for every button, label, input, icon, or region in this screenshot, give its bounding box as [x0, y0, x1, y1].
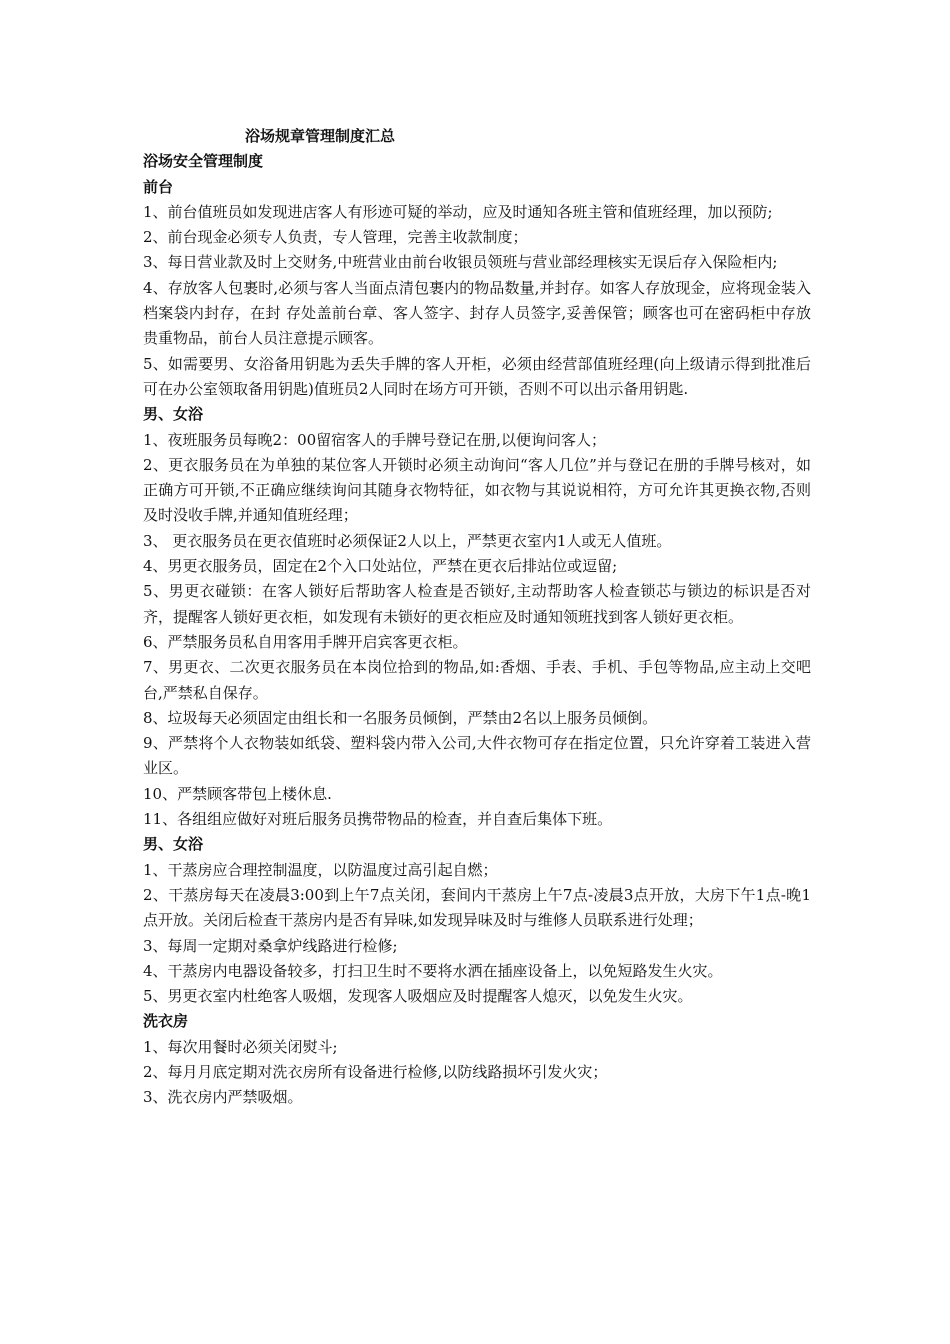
list-item: 7、男更衣、二次更衣服务员在本岗位拾到的物品,如:香烟、手表、手机、手包等物品,应主动上交吧台,严禁私自保存。: [143, 658, 811, 702]
list-item: 1、夜班服务员每晚2：00留宿客人的手牌号登记在册,以便询问客人；: [143, 430, 606, 449]
section-title: 浴场安全管理制度: [143, 152, 264, 171]
section-laundry: [143, 1009, 811, 1110]
section-bath-2: [143, 832, 811, 1009]
list-item: 3、每日营业款及时上交财务,中班营业由前台收银员领班与营业部经理核实无误后存入保险柜内;: [143, 253, 778, 272]
list-item: 5、男更衣碰锁：在客人锁好后帮助客人检查是否锁好,主动帮助客人检查锁芯与锁边的标识是否对齐，提醒客人锁好更衣柜，如发现有未锁好的更衣柜应及时通知领班找到客人锁好更衣柜。: [143, 582, 811, 626]
list-item: 4、存放客人包裹时,必须与客人当面点清包裹内的物品数量,并封存。如客人存放现金，应将现金装入档案袋内封存，在封 存处盖前台章、客人签字、封存人员签字,妥善保管；顾客也可在密码柜中存放贵重物品，前台人员注意提示顾客。: [143, 278, 811, 348]
list-item: 9、严禁将个人衣物装如纸袋、塑料袋内带入公司,大件衣物可存在指定位置，只允许穿着工装进入营业区。: [143, 734, 811, 778]
list-item: 10、严禁顾客带包上楼休息.: [143, 784, 332, 803]
list-item: 4、干蒸房内电器设备较多，打扫卫生时不要将水洒在插座设备上，以免短路发生火灾。: [143, 961, 723, 980]
section-bath-1: [143, 402, 811, 832]
list-item: 1、前台值班员如发现进店客人有形迹可疑的举动，应及时通知各班主管和值班经理，加以预防;: [143, 202, 773, 221]
subsection-heading: 男、女浴: [143, 405, 204, 424]
list-item: 1、每次用餐时必须关闭熨斗;: [143, 1037, 338, 1056]
section-front-desk: [143, 175, 811, 403]
list-item: 3、每周一定期对桑拿炉线路进行检修;: [143, 936, 398, 955]
document-page: [143, 124, 811, 1111]
list-item: 2、前台现金必须专人负责，专人管理，完善主收款制度；: [143, 228, 528, 247]
list-item: 8、垃圾每天必须固定由组长和一名服务员倾倒，严禁由2名以上服务员倾倒。: [143, 708, 658, 727]
subsection-heading: 洗衣房: [143, 1012, 189, 1031]
list-item: 2、每月月底定期对洗衣房所有设备进行检修,以防线路损坏引发火灾；: [143, 1062, 608, 1081]
list-item: 5、男更衣室内杜绝客人吸烟，发现客人吸烟应及时提醒客人熄灭，以免发生火灾。: [143, 987, 693, 1006]
list-item: 3、洗衣房内严禁吸烟。: [143, 1088, 303, 1107]
list-item: 6、严禁服务员私自用客用手牌开启宾客更衣柜。: [143, 632, 468, 651]
list-item: 11、各组组应做好对班后服务员携带物品的检查，并自查后集体下班。: [143, 810, 613, 829]
subsection-heading: 前台: [143, 177, 174, 196]
list-item: 2、干蒸房每天在凌晨3:00到上午7点关闭，套间内干蒸房上午7点-凌晨3点开放，大房下午1点-晚1点开放。关闭后检查干蒸房内是否有异味,如发现异味及时与维修人员联系进行处理；: [143, 885, 811, 930]
list-item: 1、干蒸房应合理控制温度，以防温度过高引起自燃；: [143, 860, 498, 879]
list-item: 2、更衣服务员在为单独的某位客人开锁时必须主动询问“客人几位”并与登记在册的手牌号核对，如正确方可开锁,不正确应继续询问其随身衣物特征，如衣物与其说说相符，方可允许其更换衣物,否则及时没收手牌,并通知值班经理；: [143, 455, 811, 525]
list-item: 4、男更衣服务员，固定在2个入口处站位，严禁在更衣后排站位或逗留;: [143, 557, 618, 576]
subsection-heading: 男、女浴: [143, 835, 204, 854]
document-title: 浴场规章管理制度汇总: [245, 127, 396, 145]
list-item: 5、如需要男、女浴备用钥匙为丢失手牌的客人开柜，必须由经营部值班经理(向上级请示得到批准后可在办公室领取备用钥匙)值班员2人同时在场方可开锁，否则不可以出示备用钥匙.: [143, 354, 811, 398]
list-item: 3、 更衣服务员在更衣值班时必须保证2人以上，严禁更衣室内1人或无人值班。: [143, 531, 672, 550]
